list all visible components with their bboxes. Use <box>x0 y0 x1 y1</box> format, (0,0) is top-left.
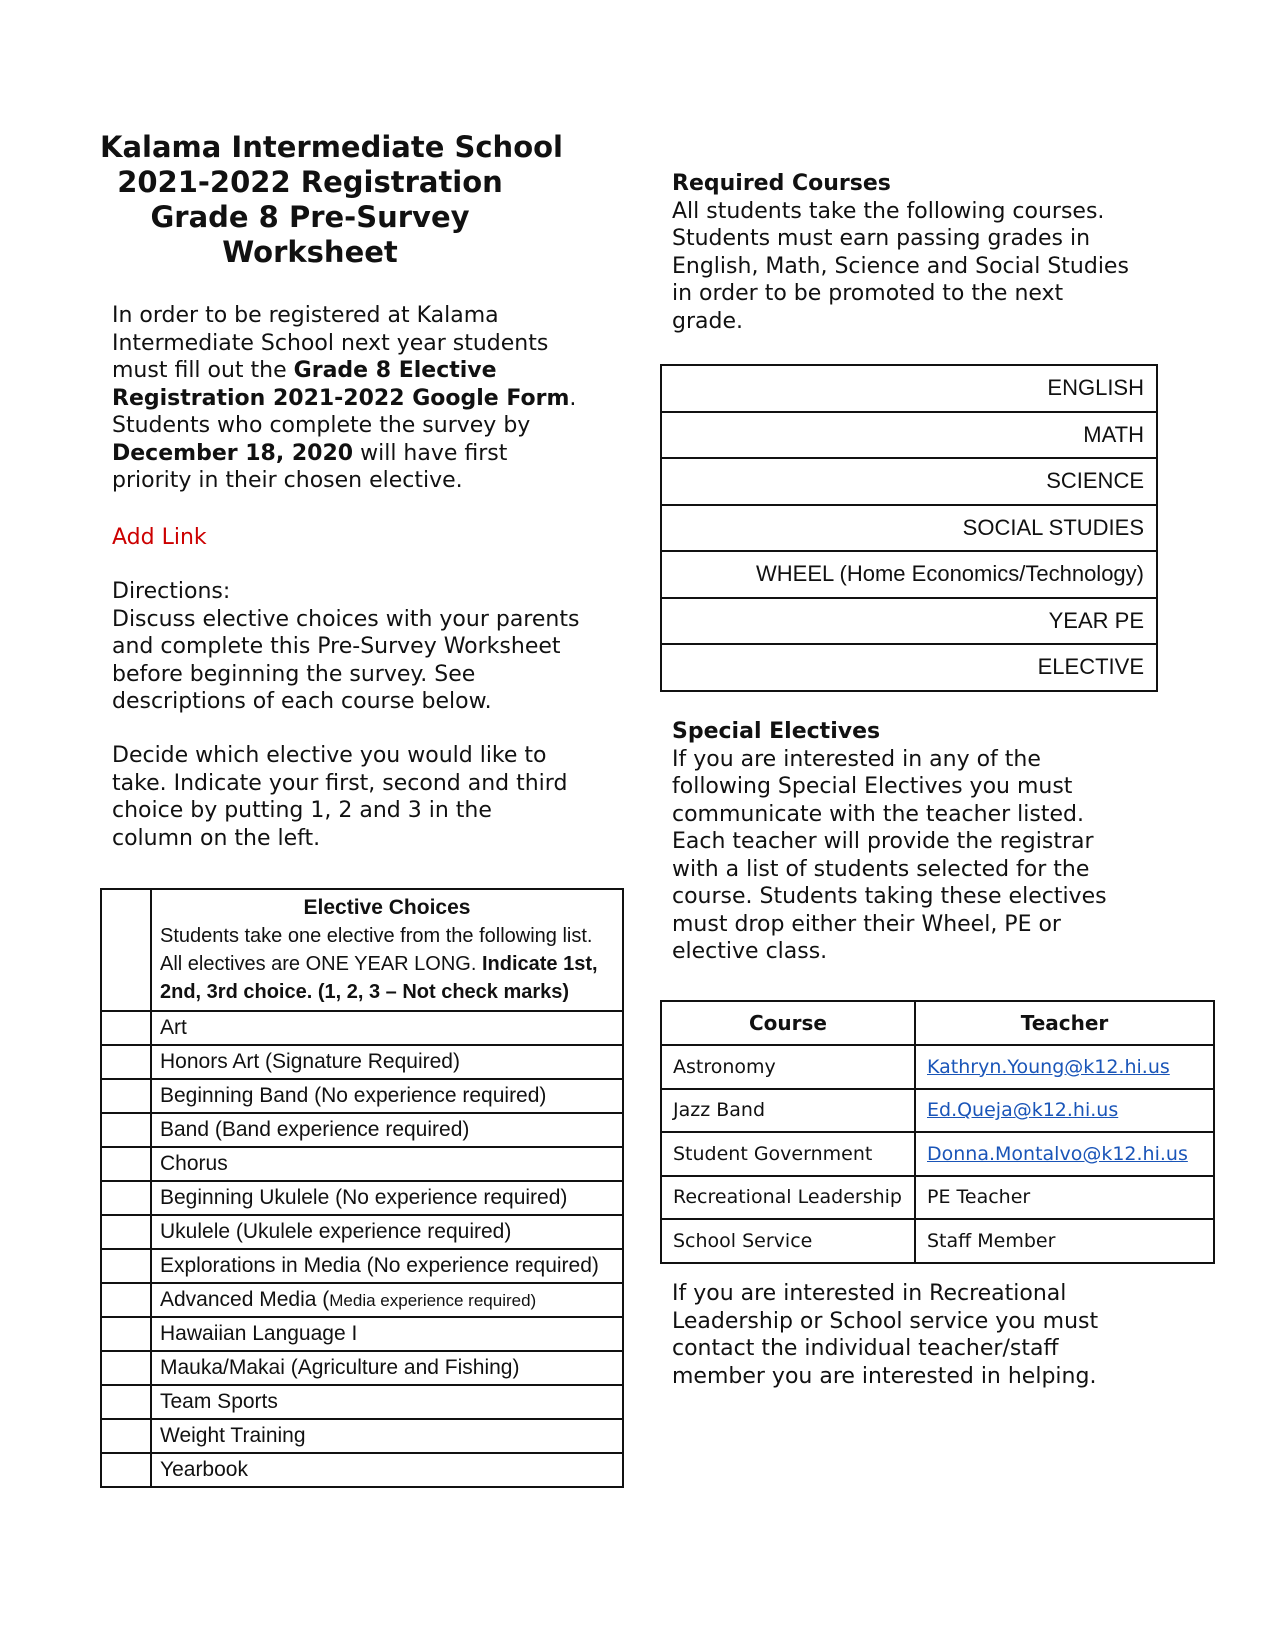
text-line <box>112 440 632 468</box>
elective-option: Ukulele (Ukulele experience required) <box>151 1215 623 1249</box>
text-line: choice by putting 1, 2 and 3 in the <box>112 798 492 823</box>
text-span: All electives are ONE YEAR LONG. <box>160 953 482 975</box>
teacher-email-link[interactable]: Kathryn.Young@k12.hi.us <box>915 1045 1214 1089</box>
course-cell: ENGLISH <box>661 365 1157 412</box>
table-row <box>661 1176 1214 1220</box>
course-name: Recreational Leadership <box>661 1176 915 1220</box>
table-row <box>661 598 1157 645</box>
elective-option: Team Sports <box>151 1385 623 1419</box>
text-line: Students take one elective from the following list. <box>160 925 593 947</box>
directions-label: Directions: <box>112 579 231 604</box>
table-row <box>101 1011 623 1045</box>
text-line: Leadership or School service you must <box>672 1308 1099 1334</box>
column-header-course: Course <box>661 1001 915 1045</box>
table-row <box>661 1219 1214 1263</box>
course-cell: ELECTIVE <box>661 644 1157 691</box>
text-line: column on the left. <box>112 825 321 851</box>
text-line: Intermediate School next year students <box>112 330 549 356</box>
choice-input-cell[interactable] <box>101 1317 151 1351</box>
table-row <box>101 1419 623 1453</box>
text-line: If you are interested in Recreational <box>672 1281 1067 1306</box>
elective-option: Band (Band experience required) <box>151 1113 623 1147</box>
choice-input-cell[interactable] <box>101 1079 151 1113</box>
intro-paragraph <box>112 302 632 495</box>
choice-input-cell[interactable] <box>101 1283 151 1317</box>
text-line: in order to be promoted to the next <box>672 281 1064 306</box>
text-line: elective class. <box>672 939 828 964</box>
elective-option: Beginning Ukulele (No experience required) <box>151 1181 623 1215</box>
text-span: must fill out the <box>112 358 294 383</box>
course-cell: WHEEL (Home Economics/Technology) <box>661 551 1157 598</box>
choice-column-header <box>101 889 151 1011</box>
table-header-row <box>661 1001 1214 1045</box>
table-row <box>661 458 1157 505</box>
choice-input-cell[interactable] <box>101 1147 151 1181</box>
course-name: Jazz Band <box>661 1089 915 1133</box>
elective-option: Hawaiian Language I <box>151 1317 623 1351</box>
teacher-name: PE Teacher <box>915 1176 1214 1220</box>
choice-input-cell[interactable] <box>101 1351 151 1385</box>
text-line: English, Math, Science and Social Studies <box>672 253 1129 279</box>
table-row <box>101 1283 623 1317</box>
elective-option <box>151 1283 623 1317</box>
add-link[interactable]: Add Link <box>112 525 207 550</box>
choice-input-cell[interactable] <box>101 1215 151 1249</box>
table-row <box>661 1089 1214 1133</box>
table-row <box>661 1045 1214 1089</box>
text-line: priority in their chosen elective. <box>112 468 463 493</box>
text-line: Decide which elective you would like to <box>112 743 547 768</box>
table-row <box>101 1385 623 1419</box>
directions-paragraph <box>112 578 632 716</box>
table-row <box>101 1453 623 1487</box>
text-line: descriptions of each course below. <box>112 689 492 714</box>
course-name: Astronomy <box>661 1045 915 1089</box>
table-row <box>661 412 1157 459</box>
elective-option: Art <box>151 1011 623 1045</box>
text-line: take. Indicate your first, second and third <box>112 770 568 796</box>
course-name: School Service <box>661 1219 915 1263</box>
table-row <box>661 365 1157 412</box>
text-line: grade. <box>672 308 743 334</box>
text-line: and complete this Pre-Survey Worksheet <box>112 634 561 659</box>
text-line: Students must earn passing grades in <box>672 226 1091 251</box>
choice-input-cell[interactable] <box>101 1385 151 1419</box>
special-electives-section <box>672 718 1192 966</box>
required-courses-section <box>672 170 1192 335</box>
text-line: If you are interested in any of the <box>672 746 1041 772</box>
course-cell: SCIENCE <box>661 458 1157 505</box>
form-name: Registration 2021-2022 Google Form <box>112 385 570 411</box>
course-name: Student Government <box>661 1132 915 1176</box>
text-line <box>160 978 614 1006</box>
choice-input-cell[interactable] <box>101 1045 151 1079</box>
text-line: course. Students taking these electives <box>672 884 1107 909</box>
course-cell: SOCIAL STUDIES <box>661 505 1157 552</box>
text-span: Indicate 1st, <box>481 953 598 975</box>
table-row <box>101 1351 623 1385</box>
table-row <box>101 1147 623 1181</box>
elective-option: Beginning Band (No experience required) <box>151 1079 623 1113</box>
elective-option: Mauka/Makai (Agriculture and Fishing) <box>151 1351 623 1385</box>
text-span: 2nd, 3rd choice. (1, 2, 3 – Not check marks) <box>160 981 570 1003</box>
elective-header <box>151 889 623 1011</box>
section-heading: Special Electives <box>672 719 881 744</box>
page-title <box>100 130 563 270</box>
elective-option: Honors Art (Signature Required) <box>151 1045 623 1079</box>
choice-input-cell[interactable] <box>101 1453 151 1487</box>
text-line: Each teacher will provide the registrar <box>672 829 1094 854</box>
elective-option: Chorus <box>151 1147 623 1181</box>
text-line: In order to be registered at Kalama <box>112 303 499 328</box>
table-row <box>661 505 1157 552</box>
text-line: following Special Electives you must <box>672 774 1073 799</box>
text-span: . <box>569 385 577 411</box>
text-line: before beginning the survey. See <box>112 661 476 687</box>
table-row <box>661 551 1157 598</box>
text-line: must drop either their Wheel, PE or <box>672 911 1061 937</box>
table-row <box>101 1215 623 1249</box>
text-line: communicate with the teacher listed. <box>672 801 1084 827</box>
title-line: 2021-2022 Registration <box>117 165 503 199</box>
decide-paragraph <box>112 742 632 852</box>
table-row <box>101 1249 623 1283</box>
table-row <box>101 1181 623 1215</box>
table-row <box>101 1045 623 1079</box>
choice-input-cell[interactable] <box>101 1113 151 1147</box>
text-line: member you are interested in helping. <box>672 1363 1097 1389</box>
text-line: with a list of students selected for the <box>672 856 1090 882</box>
choice-input-cell[interactable] <box>101 1181 151 1215</box>
table-row <box>101 1113 623 1147</box>
text-line: Students who complete the survey by <box>112 413 531 438</box>
choice-input-cell[interactable] <box>101 1249 151 1283</box>
teacher-email-link[interactable]: Donna.Montalvo@k12.hi.us <box>915 1132 1214 1176</box>
title-line: Kalama Intermediate School <box>100 130 563 164</box>
teacher-email-link[interactable]: Ed.Queja@k12.hi.us <box>915 1089 1214 1133</box>
section-heading: Required Courses <box>672 171 891 196</box>
table-row <box>661 644 1157 691</box>
teacher-name: Staff Member <box>915 1219 1214 1263</box>
required-courses-table <box>660 364 1158 692</box>
table-header-row <box>101 889 623 1011</box>
table-row <box>661 1132 1214 1176</box>
title-line: Grade 8 Pre-Survey <box>150 200 470 234</box>
text-line: contact the individual teacher/staff <box>672 1336 1059 1361</box>
elective-option: Weight Training <box>151 1419 623 1453</box>
deadline-date: December 18, 2020 <box>112 440 354 466</box>
table-title: Elective Choices <box>303 896 471 919</box>
special-electives-table <box>660 1000 1215 1264</box>
form-name: Grade 8 Elective <box>293 358 497 383</box>
choice-input-cell[interactable] <box>101 1419 151 1453</box>
text-line <box>112 357 632 385</box>
title-line: Worksheet <box>222 235 398 269</box>
text-line: All students take the following courses. <box>672 198 1105 224</box>
choice-input-cell[interactable] <box>101 1011 151 1045</box>
text-span: Media experience required) <box>329 1291 537 1310</box>
elective-option: Explorations in Media (No experience required) <box>151 1249 623 1283</box>
course-cell: MATH <box>661 412 1157 459</box>
text-span: will have first <box>353 440 508 466</box>
column-header-teacher: Teacher <box>915 1001 1214 1045</box>
elective-option: Yearbook <box>151 1453 623 1487</box>
elective-choices-table <box>100 888 624 1488</box>
text-line <box>112 385 632 413</box>
table-row <box>101 1317 623 1351</box>
course-cell: YEAR PE <box>661 598 1157 645</box>
text-line <box>160 950 614 978</box>
footer-paragraph <box>672 1280 1192 1390</box>
table-row <box>101 1079 623 1113</box>
text-span: Advanced Media ( <box>160 1288 330 1311</box>
text-line: Discuss elective choices with your parents <box>112 606 580 632</box>
